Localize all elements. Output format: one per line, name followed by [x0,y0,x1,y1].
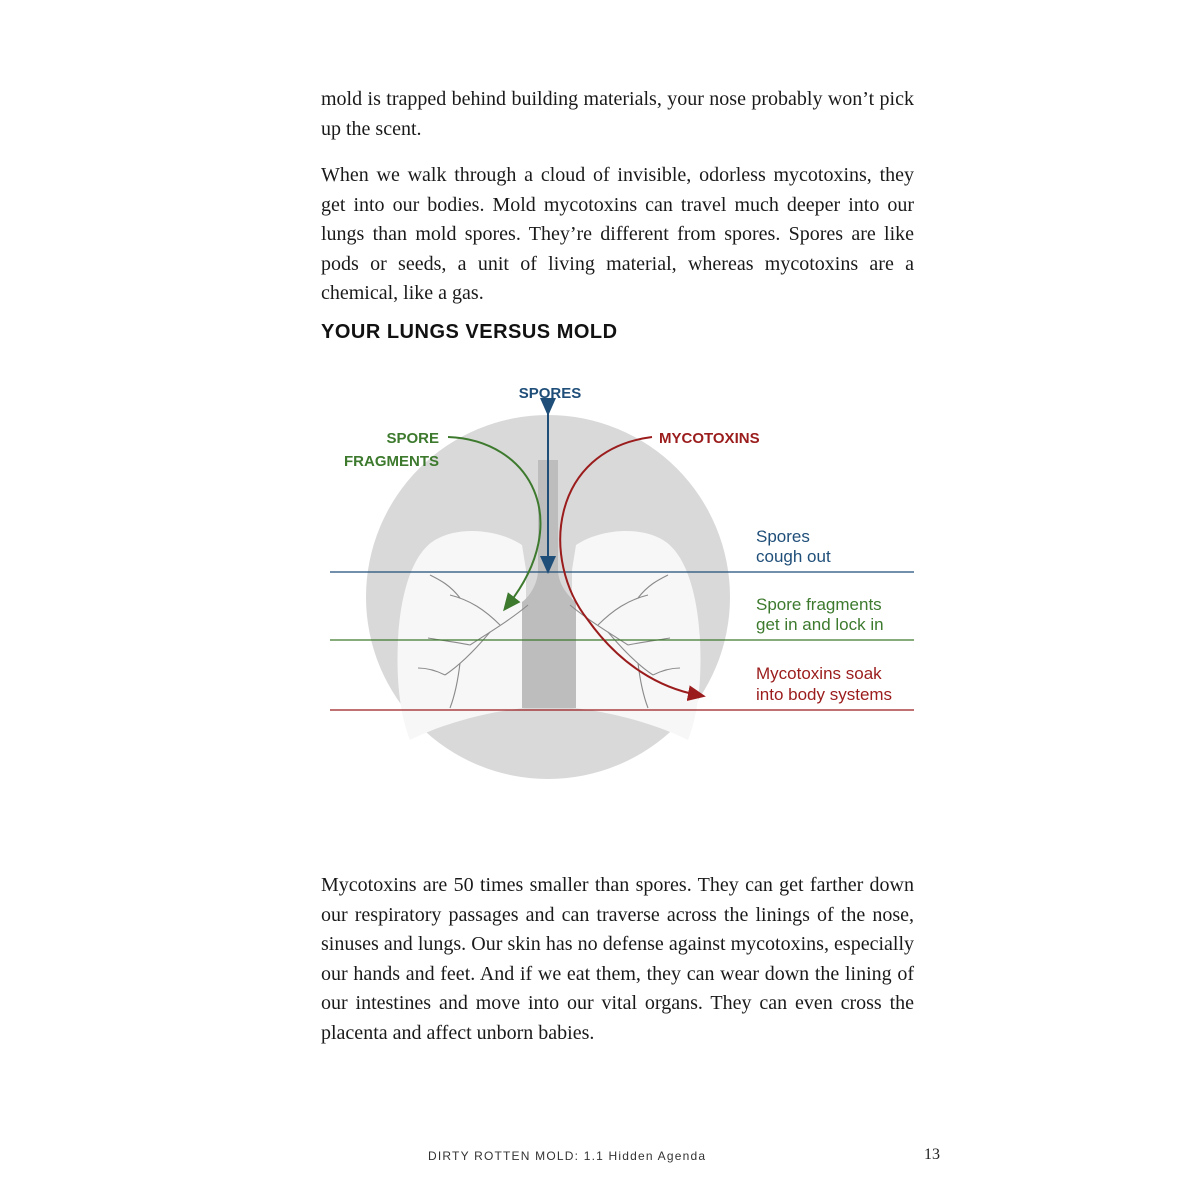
label-spores: SPORES [518,385,582,402]
running-footer-title: DIRTY ROTTEN MOLD: 1.1 Hidden Agenda [428,1149,707,1163]
page-number: 13 [924,1146,940,1163]
label-spore: SPORE [386,430,439,447]
label-fragments: FRAGMENTS [344,453,439,470]
legend-fragments-1: Spore fragments [756,595,882,614]
paragraph-mycotoxins-size: Mycotoxins are 50 times smaller than spores. They can get farther down our respiratory passages and can traverse across the linings of the nose, sinuses and lungs. Our skin has no defense against mycotoxins, especially our hands and feet. And if we eat them, they can wear down the lining of our intestines and move into our vital organs. They can even cross the placenta and affect unborn babies. [321,874,914,1044]
left-lung [398,531,527,740]
paragraph-intro: mold is trapped behind building materials, your nose probably won’t pick up the scent. [321,88,914,140]
legend-myco-1: Mycotoxins soak [756,664,882,683]
paragraph-mycotoxins-travel: When we walk through a cloud of invisible, odorless mycotoxins, they get into our bodies. Mold mycotoxins can travel much deeper into our lungs than mold spores. They’re different from spores. Spores are like pods or seeds, a unit of living material, whereas mycotoxins are a chemical, like a gas. [321,164,914,304]
lungs-diagram [300,370,940,850]
legend-fragments-2: get in and lock in [756,615,884,634]
section-heading: YOUR LUNGS VERSUS MOLD [321,321,618,343]
legend-spores-2: cough out [756,547,831,566]
label-mycotoxins: MYCOTOXINS [659,430,760,447]
legend-spores-1: Spores [756,527,810,546]
legend-myco-2: into body systems [756,685,893,704]
right-lung [572,531,701,740]
